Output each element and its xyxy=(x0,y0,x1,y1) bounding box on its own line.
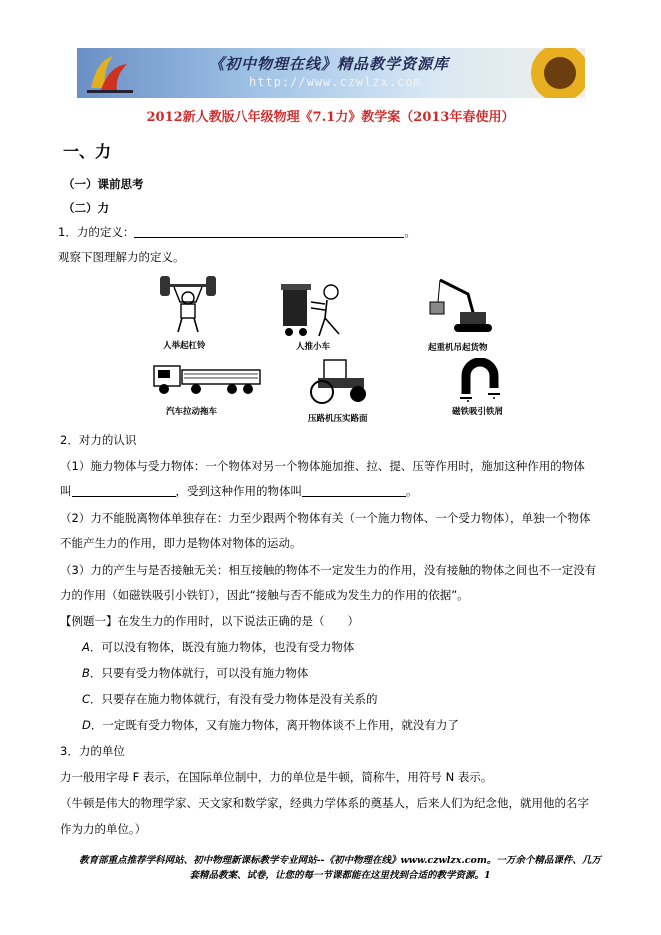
p1-text-c: 。 xyxy=(406,484,418,498)
option-a xyxy=(82,639,354,655)
option-text: ．只要有受力物体就行，可以没有施力物体 xyxy=(89,666,309,680)
q1-label: 1．力的定义： xyxy=(58,225,135,239)
option-letter: D xyxy=(82,718,91,732)
caption-crane: 起重机吊起货物 xyxy=(428,343,488,353)
option-d xyxy=(82,717,459,733)
option-text: ．可以没有物体，既没有施力物体，也没有受力物体 xyxy=(89,640,355,654)
page-footer xyxy=(60,853,620,883)
paragraph-3-line-1: （3）力的产生与是否接触无关：相互接触的物体不一定发生力的作用，没有接触的物体之间也不一定没有 xyxy=(60,563,597,577)
observe-instruction: 观察下图理解力的定义。 xyxy=(58,250,185,264)
caption-truck: 汽车拉动拖车 xyxy=(166,407,218,417)
caption-roller: 压路机压实路面 xyxy=(308,414,368,424)
option-letter: C xyxy=(82,692,91,706)
q1-end: 。 xyxy=(404,225,416,239)
paragraph-5-line-1: （牛顿是伟大的物理学家、天文家和数学家，经典力学体系的奠基人，后来人们为纪念他，就用他的名字 xyxy=(60,796,589,810)
applier-blank xyxy=(72,484,176,497)
subheading-pre-thinking: （一）课前思考 xyxy=(63,177,144,191)
push-cart-figure xyxy=(281,282,355,338)
option-text: ．只要存在施力物体就行，有没有受力物体是没有关系的 xyxy=(90,692,378,706)
question-1 xyxy=(58,224,416,240)
paragraph-1-line-2 xyxy=(60,483,418,499)
paragraph-4: 力一般用字母 F 表示，在国际单位制中，力的单位是牛顿，简称牛，用符号 N 表示。 xyxy=(60,770,493,784)
header-banner xyxy=(77,48,585,98)
option-c xyxy=(82,691,378,707)
subheading-force: （二）力 xyxy=(63,201,109,215)
p1-text-b: ，受到这种作用的物体叫 xyxy=(175,484,302,498)
paragraph-5-line-2: 作为力的单位。） xyxy=(60,822,147,836)
banner-title: 《初中物理在线》精品教学资源库 xyxy=(209,55,450,73)
paragraph-2-line-1: （2）力不能脱离物体单独存在：力至少跟两个物体有关（一个施力物体、一个受力物体），单独一个物体 xyxy=(60,511,591,525)
option-letter: B xyxy=(82,666,90,680)
option-text: ．一定既有受力物体，又有施力物体，离开物体谈不上作用，就没有力了 xyxy=(90,718,459,732)
caption-weightlift: 人举起杠铃 xyxy=(163,341,206,351)
paragraph-2-line-2: 不能产生力的作用，即力是物体对物体的运动。 xyxy=(60,536,302,550)
magnet-figure xyxy=(454,358,506,402)
receiver-blank xyxy=(302,484,406,497)
caption-magnet: 磁铁吸引铁屑 xyxy=(452,407,504,417)
option-b xyxy=(82,665,308,681)
paragraph-3-line-2: 力的作用（如磁铁吸引小铁钉），因此“接触与否不能成为发生力的作用的依据”。 xyxy=(60,588,469,602)
p1-text-a: 叫 xyxy=(60,484,72,498)
weightlifter-figure xyxy=(158,272,218,334)
crane-figure xyxy=(422,276,494,336)
truck-figure xyxy=(152,360,264,396)
section-heading: 一、力 xyxy=(63,142,112,161)
paragraph-1-line-1: （1）施力物体与受力物体：一个物体对另一个物体施加推、拉、提、压等作用时，施加这种作用的物体 xyxy=(60,459,585,473)
footer-line-2: 套精品教案、试卷，让您的每一节课都能在这里找到合适的教学资源。1 xyxy=(189,870,491,881)
sunflower-icon xyxy=(529,48,585,98)
road-roller-figure xyxy=(308,358,372,404)
banner-url: http://www.czwlzx.com xyxy=(249,75,422,89)
definition-blank xyxy=(134,225,404,238)
caption-push-cart: 人推小车 xyxy=(296,342,331,352)
question-3: 3．力的单位 xyxy=(60,744,125,758)
footer-line-1: 教育部重点推荐学科网站、初中物理新课标教学专业网站--《初中物理在线》www.czwlzx.com。一万余个精品课件、几万 xyxy=(79,855,601,866)
example-question: 【例题一】在发生力的作用时，以下说法正确的是（ ） xyxy=(60,614,359,628)
site-logo-icon xyxy=(83,52,137,94)
option-letter: A xyxy=(82,640,90,654)
question-2: 2．对力的认识 xyxy=(60,433,137,447)
document-title: 2012新人教版八年级物理《7.1力》教学案（2013年春使用） xyxy=(146,110,515,125)
